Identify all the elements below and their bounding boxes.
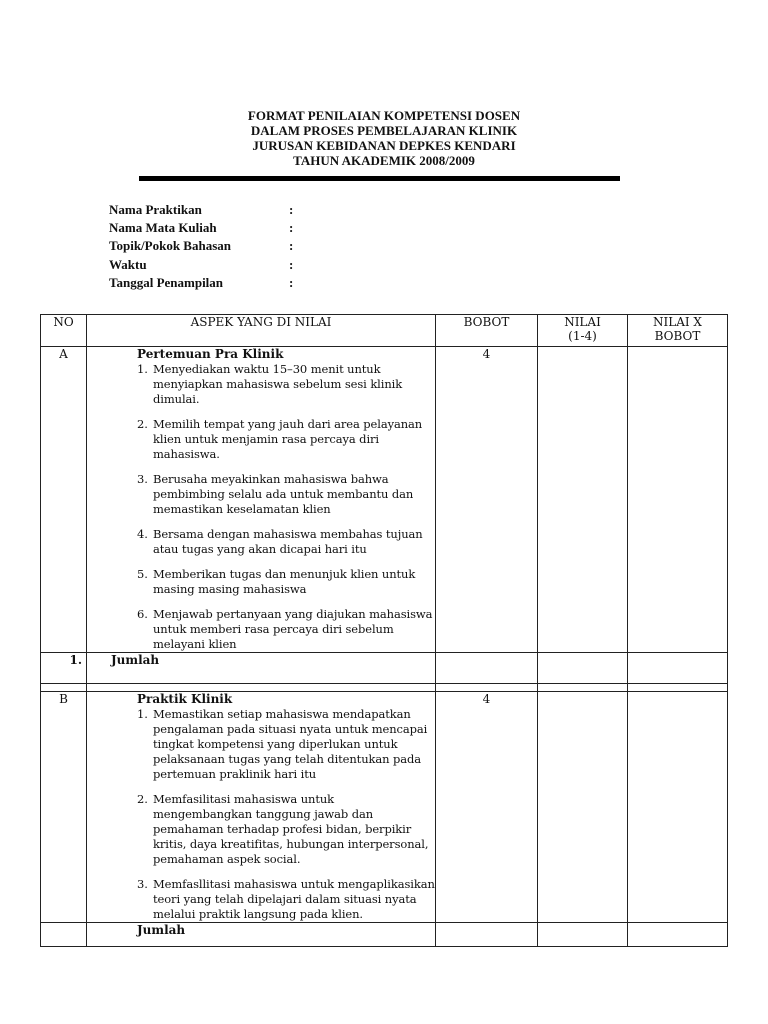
info-colon: : (289, 274, 294, 290)
jumlah-nxb-cell (628, 923, 728, 947)
spacer-cell (87, 684, 436, 692)
list-item: 1. Menyediakan waktu 15–30 menit untuk menyiapkan mahasiswa sebelum sesi klinik dimulai. (137, 362, 403, 406)
info-row-tanggal (109, 274, 299, 292)
info-colon: : (289, 202, 294, 217)
nilai-cell (538, 347, 628, 653)
col-header-bobot: BOBOT (436, 315, 538, 347)
section-bobot: 4 (436, 692, 538, 923)
jumlah-bobot-cell (436, 653, 538, 684)
info-row-waktu (109, 256, 299, 274)
info-row-nama-praktikan (109, 201, 299, 219)
section-title: Praktik Klinik (137, 692, 233, 706)
table-row-section-b (41, 692, 728, 923)
list-item: 6. Menjawab pertanyaan yang diajukan mahasiswa untuk memberi rasa percaya diri sebelum melayani klien (137, 607, 433, 651)
list-item: 3. Memfasllitasi mahasiswa untuk mengaplikasikan teori yang telah dipelajari dalam situasi nyata melalui praktik langsung pada klien. (137, 877, 435, 921)
info-block (109, 201, 299, 292)
info-label: Topik/Pokok Bahasan (109, 238, 232, 254)
col-header-nilai (538, 315, 628, 347)
jumlah-nilai-cell (538, 923, 628, 947)
title-line-4: TAHUN AKADEMIK 2008/2009 (293, 153, 475, 168)
nilai-x-bobot-cell (628, 347, 728, 653)
list-item: 2. Memilih tempat yang jauh dari area pelayanan klien untuk menjamin rasa percaya diri mahasiswa. (137, 417, 423, 461)
jumlah-nxb-cell (628, 653, 728, 684)
aspect-list (137, 707, 435, 922)
jumlah-no: 1. (41, 653, 87, 684)
info-row-topik (109, 237, 299, 255)
list-item: 3. Berusaha meyakinkan mahasiswa bahwa pembimbing selalu ada untuk membantu dan memastikan keselamatan klien (137, 472, 414, 516)
list-item: 1. Memastikan setiap mahasiswa mendapatkan pengalaman pada situasi nyata untuk mencapai tingkat kompetensi yang diperlukan untuk pelaksanaan tugas yang telah ditentukan pada pertemuan praklinik hari itu (137, 707, 428, 781)
table-spacer-row (41, 684, 728, 692)
list-item: 4. Bersama dengan mahasiswa membahas tujuan atau tugas yang akan dicapai hari itu (137, 527, 423, 556)
info-label: Nama Praktikan (109, 202, 202, 217)
list-item: 2. Memfasilitasi mahasiswa untuk mengembangkan tanggung jawab dan pemahaman terhadap profesi bidan, berpikir kritis, daya kreatifitas, hubungan interpersonal, pemahaman aspek social. (137, 792, 429, 866)
info-row-nama-mata-kuliah (109, 219, 299, 237)
spacer-cell (538, 684, 628, 692)
jumlah-no (41, 923, 87, 947)
col-header-nilai-line1: NILAI (564, 315, 601, 329)
aspect-list (137, 362, 435, 652)
col-header-no: NO (41, 315, 87, 347)
table-row-jumlah-b (41, 923, 728, 947)
section-bobot: 4 (436, 347, 538, 653)
assessment-table (40, 314, 728, 947)
title-line-1: FORMAT PENILAIAN KOMPETENSI DOSEN (247, 108, 521, 123)
jumlah-label: Jumlah (87, 923, 436, 947)
info-label: Nama Mata Kuliah (109, 220, 217, 236)
nilai-x-bobot-cell (628, 692, 728, 923)
spacer-cell (436, 684, 538, 692)
title-divider (139, 176, 620, 181)
table-header-row (41, 315, 728, 347)
info-label: Waktu (109, 256, 147, 272)
list-item: 5. Memberikan tugas dan menunjuk klien untuk masing masing mahasiswa (137, 567, 416, 596)
section-title: Pertemuan Pra Klinik (137, 347, 284, 361)
document-title (0, 108, 768, 168)
info-label: Tanggal Penampilan (109, 274, 224, 290)
title-line-3: JURUSAN KEBIDANAN DEPKES KENDARI (252, 138, 516, 153)
jumlah-bobot-cell (436, 923, 538, 947)
section-aspects (87, 347, 436, 653)
section-no: A (41, 347, 87, 653)
info-colon: : (289, 220, 294, 236)
title-line-2: DALAM PROSES PEMBELAJARAN KLINIK (250, 123, 518, 138)
col-header-nxb-line2: BOBOT (654, 329, 701, 343)
spacer-cell (41, 684, 87, 692)
section-no: B (41, 692, 87, 923)
jumlah-label: Jumlah (87, 653, 436, 684)
info-colon: : (289, 238, 294, 254)
col-header-aspek: ASPEK YANG DI NILAI (87, 315, 436, 347)
nilai-cell (538, 692, 628, 923)
table-row-jumlah-a (41, 653, 728, 684)
jumlah-nilai-cell (538, 653, 628, 684)
table-row-section-a (41, 347, 728, 653)
spacer-cell (628, 684, 728, 692)
col-header-nxb-line1: NILAI X (653, 315, 702, 329)
info-colon: : (289, 256, 294, 272)
section-aspects (87, 692, 436, 923)
col-header-nilai-line2: (1-4) (568, 329, 597, 343)
col-header-nilai-x-bobot (628, 315, 728, 347)
